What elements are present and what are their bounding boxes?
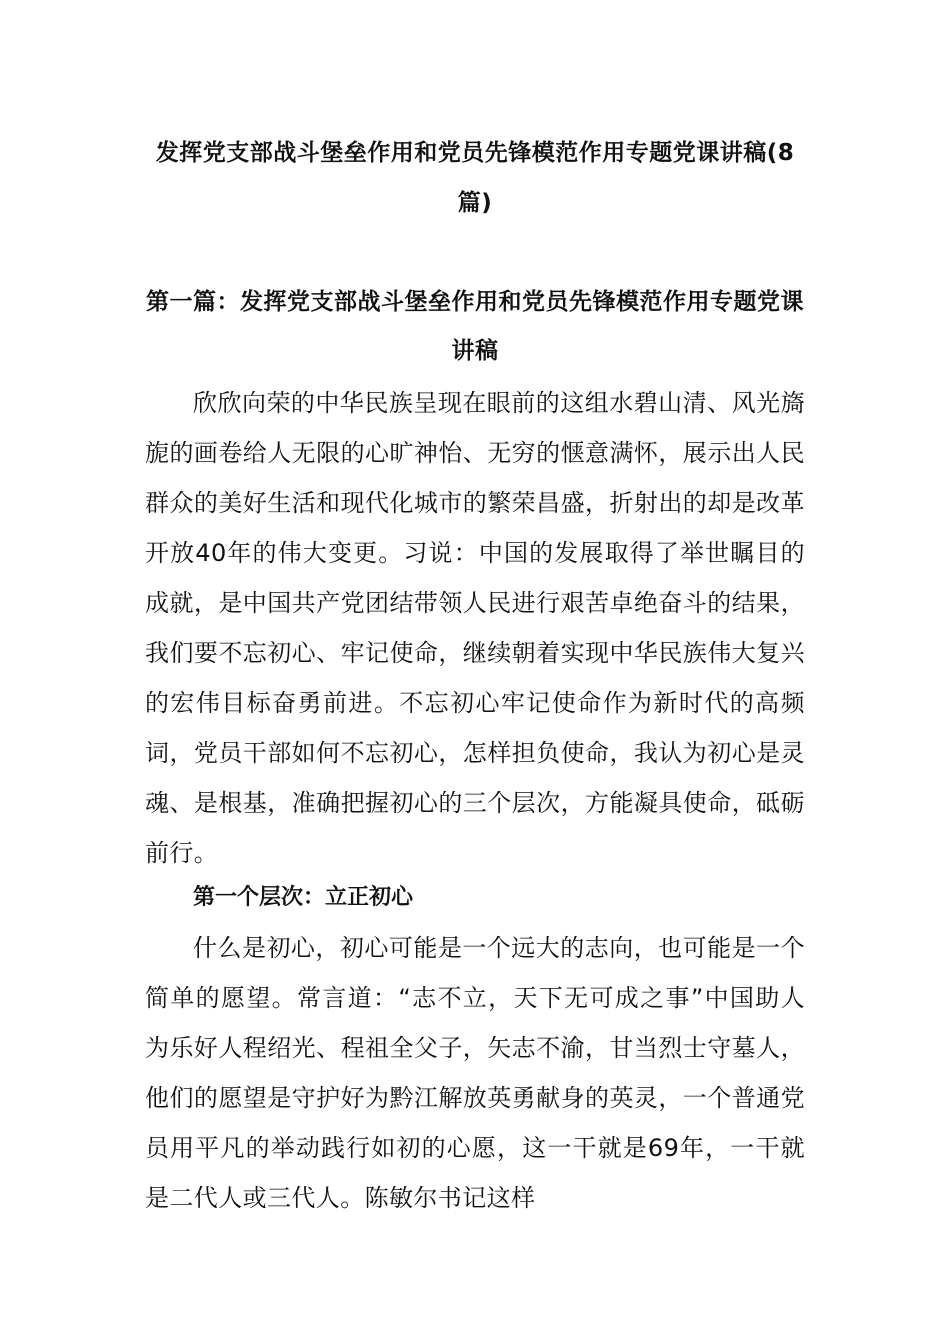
body-paragraph: 什么是初心，初心可能是一个远大的志向，也可能是一个简单的愿望。常言道：“志不立，天下无可成之事”中国助人为乐好人程绍光、程祖全父子，矢志不渝，甘当烈士守墓人，他们的愿望是守护好为黔江解放英勇献身的英灵，一个普通党员用平凡的举动践行如初的心愿，这一干就是69年，一干就是二代人或三代人。陈敏尔书记这样: [145, 934, 805, 1212]
section-title: 第一篇：发挥党支部战斗堡垒作用和党员先锋模范作用专题党课讲稿: [146, 289, 804, 364]
body-paragraph: 欣欣向荣的中华民族呈现在眼前的这组水碧山清、风光旖旎的画卷给人无限的心旷神怡、无穷的惬意满怀，展示出人民群众的美好生活和现代化城市的繁荣昌盛，折射出的却是改革开放40年的伟大变更。习说：中国的发展取得了举世瞩目的成就，是中国共产党团结带领人民进行艰苦卓绝奋斗的结果，我们要不忘初心、牢记使命，继续朝着实现中华民族伟大复兴的宏伟目标奋勇前进。不忘初心牢记使命作为新时代的高频词，党员干部如何不忘初心，怎样担负使命，我认为初心是灵魂、是根基，准确把握初心的三个层次，方能凝具使命，砥砺前行。: [145, 389, 805, 867]
document-title: 发挥党支部战斗堡垒作用和党员先锋模范作用专题党课讲稿(8篇): [155, 140, 795, 216]
sub-heading: 第一个层次：立正初心: [193, 885, 414, 910]
